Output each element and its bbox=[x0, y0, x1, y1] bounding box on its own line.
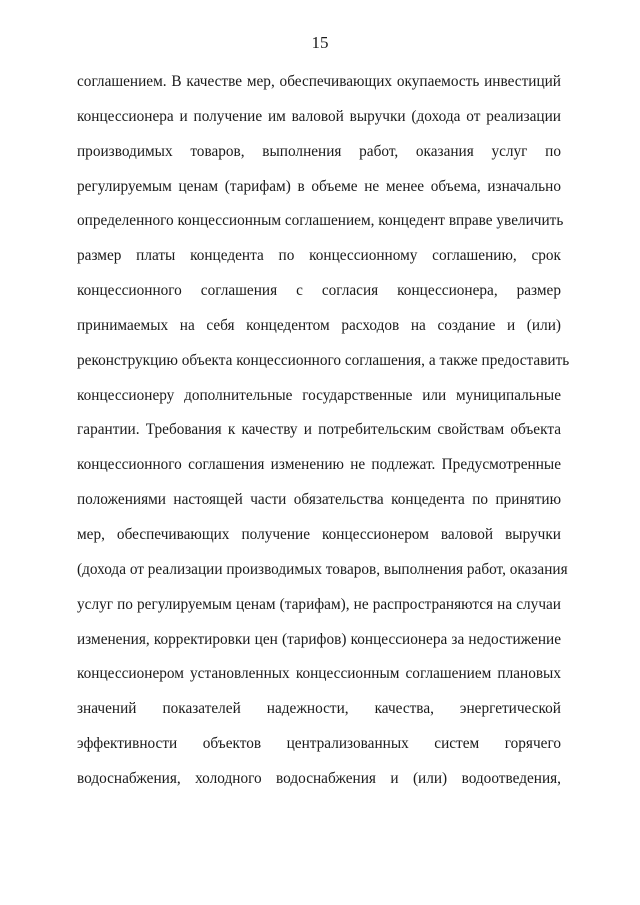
text-line: реконструкцию объекта концессионного соглашения, а также предоставить bbox=[77, 351, 570, 369]
text-line: значений показателей надежности, качества, энергетической bbox=[77, 700, 561, 718]
text-line: концессионного соглашения изменению не подлежат. Предусмотренные bbox=[77, 456, 561, 474]
text-line: (дохода от реализации производимых товаров, выполнения работ, оказания bbox=[77, 560, 568, 578]
body-paragraph bbox=[77, 65, 570, 797]
text-line: изменения, корректировки цен (тарифов) концессионера за недостижение bbox=[77, 630, 561, 648]
text-line: положениями настоящей части обязательства концедента по принятию bbox=[77, 491, 561, 509]
text-line: эффективности объектов централизованных систем горячего bbox=[77, 735, 561, 753]
text-line: производимых товаров, выполнения работ, оказания услуг по bbox=[77, 142, 561, 160]
text-line: услуг по регулируемым ценам (тарифам), не распространяются на случаи bbox=[77, 595, 561, 613]
text-line: принимаемых на себя концедентом расходов на создание и (или) bbox=[77, 316, 561, 334]
text-line: водоснабжения, холодного водоснабжения и (или) водоотведения, bbox=[77, 769, 561, 787]
text-line: регулируемым ценам (тарифам) в объеме не менее объема, изначально bbox=[77, 177, 561, 195]
text-line: концессионера и получение им валовой выручки (дохода от реализации bbox=[77, 107, 561, 125]
text-line: соглашением. В качестве мер, обеспечивающих окупаемость инвестиций bbox=[77, 73, 561, 90]
text-line: мер, обеспечивающих получение концессионером валовой выручки bbox=[77, 525, 561, 543]
page-number: 15 bbox=[311, 33, 329, 52]
text-line: гарантии. Требования к качеству и потребительским свойствам объекта bbox=[77, 421, 561, 439]
text-line: концессионером установленных концессионным соглашением плановых bbox=[77, 665, 561, 683]
text-line: размер платы концедента по концессионному соглашению, срок bbox=[77, 247, 561, 265]
text-line: определенного концессионным соглашением, концедент вправе увеличить bbox=[77, 212, 564, 230]
text-line: концессионного соглашения с согласия концессионера, размер bbox=[77, 282, 561, 300]
text-line: концессионеру дополнительные государственные или муниципальные bbox=[77, 386, 561, 404]
